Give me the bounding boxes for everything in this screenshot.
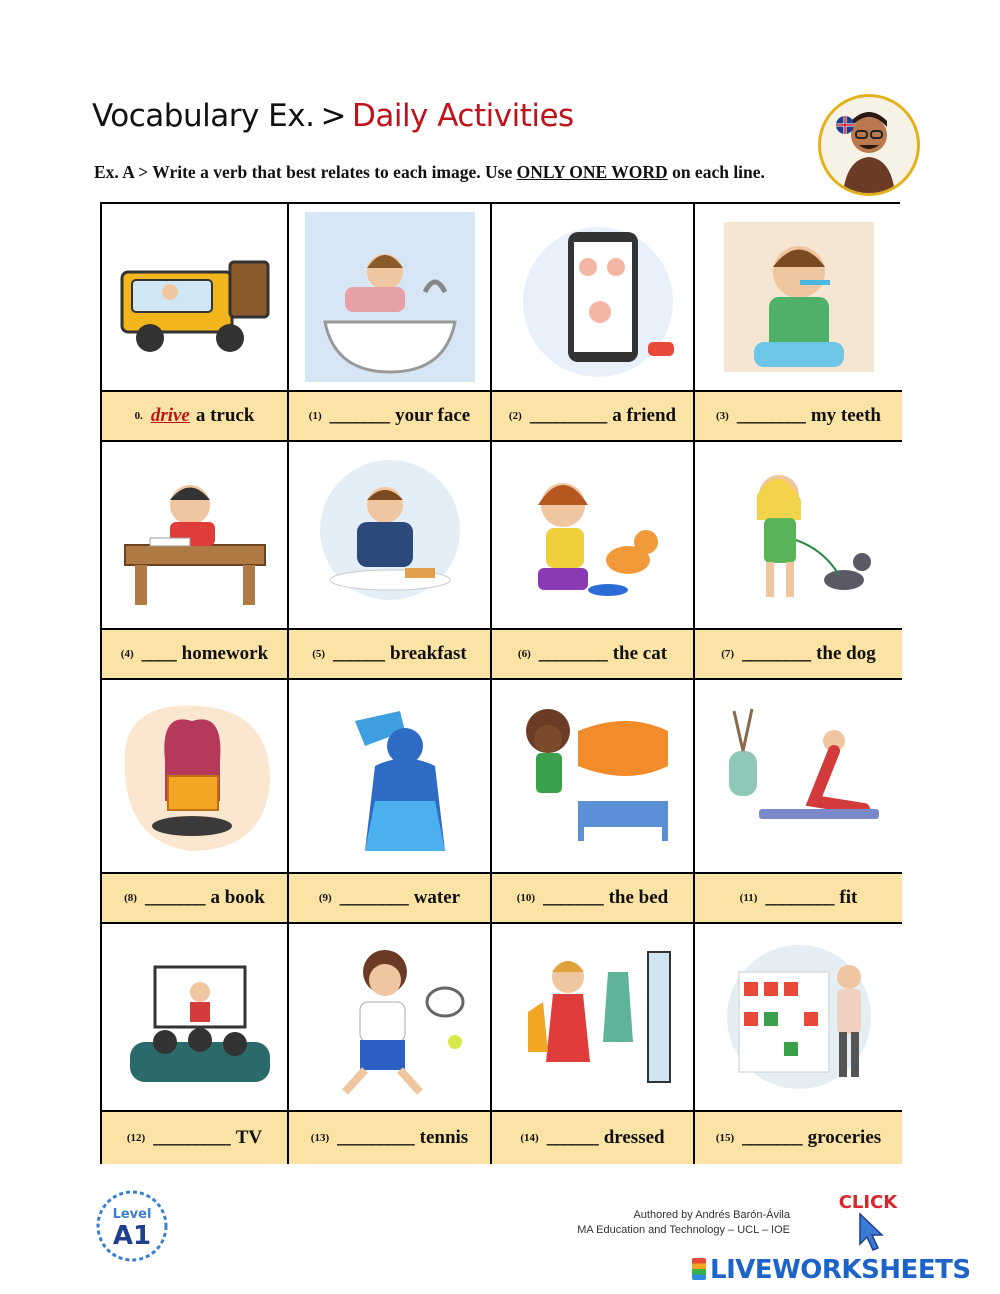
- item-phrase: dressed: [603, 1127, 665, 1148]
- answer-blank[interactable]: ________: [742, 643, 811, 664]
- item-number: (13): [310, 1132, 330, 1144]
- caption-item-7: [695, 630, 902, 680]
- groceries-picture: [695, 924, 902, 1112]
- feed-cat-picture: [492, 442, 695, 630]
- answer-blank[interactable]: _______: [742, 1127, 802, 1148]
- item-number: (12): [126, 1132, 146, 1144]
- page-title: [92, 98, 574, 134]
- watch-tv-illustration: [110, 932, 280, 1102]
- caption-item-11: [695, 874, 902, 924]
- truck-illustration: [110, 212, 280, 382]
- groceries-illustration: [714, 932, 884, 1102]
- item-number: (10): [516, 892, 536, 904]
- watch-tv-picture: [102, 924, 289, 1112]
- caption-item-14: [492, 1112, 695, 1164]
- caption-item-8: [102, 874, 289, 924]
- read-book-picture: [102, 680, 289, 874]
- answer-blank[interactable]: ____: [141, 643, 176, 664]
- liveworksheets-logo: LIVEWORKSHEETS: [692, 1255, 971, 1285]
- brush-teeth-picture: [695, 204, 902, 392]
- item-number: (3): [716, 410, 729, 422]
- caption-item-12: [102, 1112, 289, 1164]
- caption-item-6: [492, 630, 695, 680]
- homework-picture: [102, 442, 289, 630]
- item-number: 0.: [134, 410, 143, 422]
- caption-item-3: [695, 392, 902, 442]
- video-call-picture: [492, 204, 695, 392]
- drink-water-illustration: [305, 691, 475, 861]
- item-phrase: the bed: [608, 887, 669, 908]
- item-number: (14): [520, 1132, 539, 1144]
- exercise-illustration: [714, 691, 884, 861]
- item-phrase: your face: [395, 405, 471, 426]
- item-phrase: TV: [235, 1127, 263, 1148]
- item-phrase: a book: [210, 887, 265, 908]
- breakfast-illustration: [305, 450, 475, 620]
- answer-blank[interactable]: ________: [339, 887, 408, 908]
- caption-item-1: [289, 392, 492, 442]
- answer-blank[interactable]: ______: [333, 643, 385, 664]
- item-phrase: the cat: [612, 643, 668, 664]
- item-phrase: my teeth: [810, 405, 881, 426]
- svg-text:Level: Level: [112, 1207, 152, 1222]
- item-number: (6): [517, 648, 531, 660]
- item-number: (9): [318, 892, 332, 904]
- caption-item-0: [102, 392, 289, 442]
- author-credit: Authored by Andrés Barón-Ávila MA Education and Technology – UCL – IOE: [577, 1209, 790, 1236]
- wash-face-illustration: [305, 212, 475, 382]
- click-logo: [830, 1188, 906, 1256]
- drink-water-picture: [289, 680, 492, 874]
- tennis-picture: [289, 924, 492, 1112]
- answer-blank[interactable]: ________: [765, 887, 834, 908]
- caption-item-5: [289, 630, 492, 680]
- item-number: (15): [715, 1132, 735, 1144]
- answer-blank[interactable]: _________: [529, 405, 607, 426]
- make-bed-illustration: [508, 691, 678, 861]
- teacher-avatar: [818, 94, 920, 196]
- get-dressed-picture: [492, 924, 695, 1112]
- walk-dog-illustration: [714, 450, 884, 620]
- item-phrase: fit: [839, 887, 858, 908]
- item-number: (1): [308, 410, 322, 422]
- caption-item-2: [492, 392, 695, 442]
- read-book-illustration: [110, 691, 280, 861]
- item-number: (11): [739, 892, 758, 904]
- caption-item-4: [102, 630, 289, 680]
- title-separator: >: [320, 98, 346, 134]
- answer-blank[interactable]: _________: [153, 1127, 230, 1148]
- answer-blank[interactable]: _______: [144, 887, 205, 908]
- item-number: (5): [312, 648, 326, 660]
- item-number: (7): [721, 648, 735, 660]
- liveworksheets-mark-icon: [692, 1258, 706, 1280]
- item-phrase: breakfast: [390, 643, 467, 664]
- caption-item-9: [289, 874, 492, 924]
- answer-blank[interactable]: _______: [329, 405, 390, 426]
- title-topic: Daily Activities: [351, 98, 574, 134]
- brush-teeth-illustration: [714, 212, 884, 382]
- example-answer: drive: [150, 405, 190, 426]
- answer-blank[interactable]: _________: [337, 1127, 414, 1148]
- answer-blank[interactable]: ________: [538, 643, 607, 664]
- svg-text:A1: A1: [112, 1221, 152, 1251]
- item-phrase: water: [413, 887, 461, 908]
- walk-dog-picture: [695, 442, 902, 630]
- level-badge: [94, 1188, 170, 1264]
- answer-blank[interactable]: ________: [736, 405, 805, 426]
- exercise-grid: [100, 202, 900, 1164]
- wash-face-picture: [289, 204, 492, 392]
- svg-text:CLICK: CLICK: [838, 1192, 898, 1213]
- truck-picture: [102, 204, 289, 392]
- answer-blank[interactable]: ______: [546, 1127, 598, 1148]
- item-phrase: a friend: [612, 405, 677, 426]
- item-phrase: the dog: [816, 643, 876, 664]
- item-phrase: tennis: [419, 1127, 469, 1148]
- caption-item-13: [289, 1112, 492, 1164]
- feed-cat-illustration: [508, 450, 678, 620]
- item-number: (2): [508, 410, 522, 422]
- get-dressed-illustration: [508, 932, 678, 1102]
- breakfast-picture: [289, 442, 492, 630]
- instructions: Ex. A > Write a verb that best relates to each image. Use ONLY ONE WORD on each line.: [94, 162, 765, 182]
- item-phrase: a truck: [195, 405, 255, 426]
- answer-blank[interactable]: _______: [543, 887, 603, 908]
- item-phrase: groceries: [807, 1127, 882, 1148]
- title-prefix: Vocabulary Ex.: [92, 98, 315, 134]
- caption-item-10: [492, 874, 695, 924]
- video-call-illustration: [508, 212, 678, 382]
- exercise-picture: [695, 680, 902, 874]
- tennis-illustration: [305, 932, 475, 1102]
- make-bed-picture: [492, 680, 695, 874]
- homework-illustration: [110, 450, 280, 620]
- item-phrase: homework: [181, 643, 269, 664]
- caption-item-15: [695, 1112, 902, 1164]
- item-number: (8): [124, 892, 137, 904]
- item-number: (4): [120, 648, 134, 660]
